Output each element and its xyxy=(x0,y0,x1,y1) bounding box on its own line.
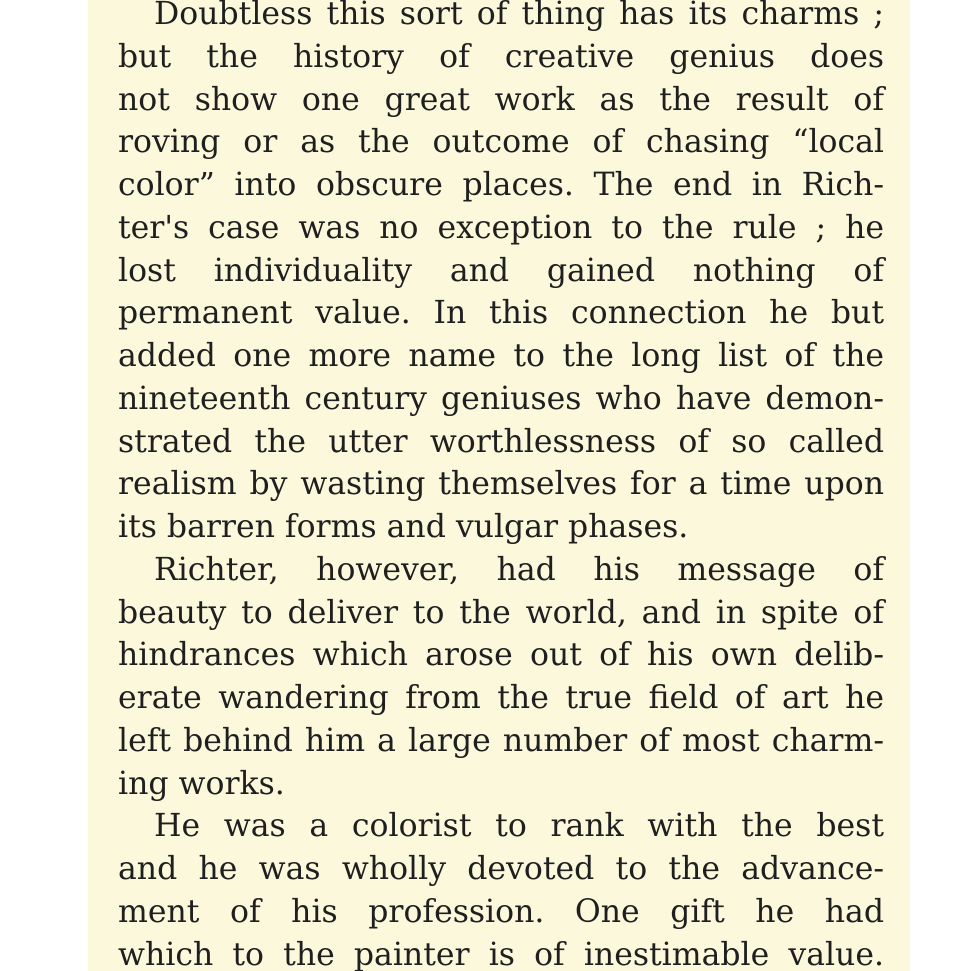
paragraph-3 xyxy=(118,805,884,971)
text-line: strated the utter worthlessness of so called xyxy=(118,423,884,460)
text-line: added one more name to the long list of the xyxy=(118,338,884,374)
paragraph-1 xyxy=(118,0,884,549)
text-line: permanent value. In this connection he but xyxy=(118,295,884,332)
text-line: ter's case was no exception to the rule ; he xyxy=(118,209,884,246)
text-line: color” into obscure places. The end in Rich- xyxy=(118,167,884,203)
text-line: left behind him a large number of most charm- xyxy=(118,722,884,759)
text-line: hindrances which arose out of his own delib- xyxy=(118,637,884,674)
text-line: ing works. xyxy=(118,765,285,802)
text-line: and he was wholly devoted to the advance- xyxy=(118,851,884,887)
text-line: beauty to deliver to the world, and in spite of xyxy=(118,594,884,631)
text-line: realism by wasting themselves for a time upon xyxy=(118,466,884,503)
text-body xyxy=(118,0,884,971)
text-line: He was a colorist to rank with the best xyxy=(154,808,884,845)
text-line: lost individuality and gained nothing of xyxy=(118,252,884,289)
paragraph-2 xyxy=(118,549,884,806)
text-line: not show one great work as the result of xyxy=(118,81,884,118)
page-scan xyxy=(88,0,910,971)
text-line: Richter, however, had his message of xyxy=(154,551,884,588)
text-line: roving or as the outcome of chasing “local xyxy=(118,124,884,161)
text-line: ment of his profession. One gift he had xyxy=(118,893,884,930)
text-line: nineteenth century geniuses who have demon- xyxy=(118,380,884,417)
text-line: erate wandering from the true field of art he xyxy=(118,680,884,716)
text-line: its barren forms and vulgar phases. xyxy=(118,509,689,545)
text-line: Doubtless this sort of thing has its charms ; xyxy=(154,0,884,32)
text-line: which to the painter is of inestimable value. xyxy=(118,936,884,971)
text-line: but the history of creative genius does xyxy=(118,38,884,75)
